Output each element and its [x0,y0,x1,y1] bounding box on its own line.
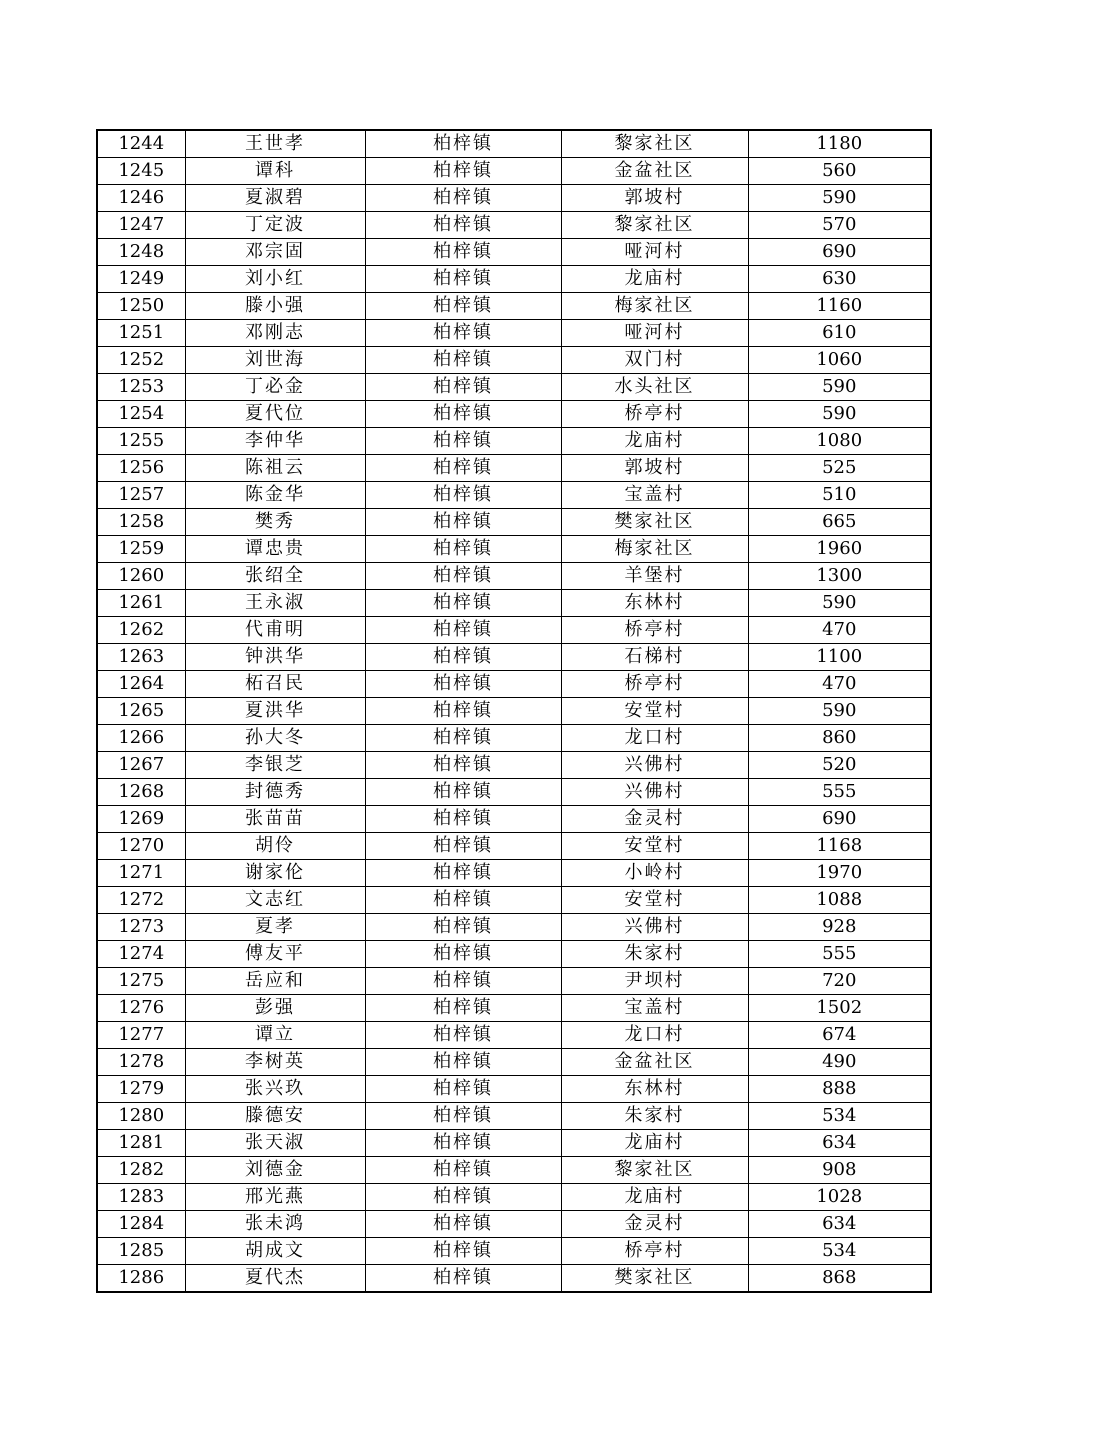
town-cell: 柏梓镇 [365,401,561,428]
roster-table [96,129,932,1293]
village-cell: 梅家社区 [561,536,748,563]
name-cell: 滕小强 [185,293,365,320]
amount-cell: 674 [748,1022,931,1049]
village-cell: 桥亭村 [561,401,748,428]
amount-cell: 590 [748,374,931,401]
row-number-cell: 1276 [97,995,185,1022]
row-number-cell: 1269 [97,806,185,833]
name-cell: 刘德金 [185,1157,365,1184]
amount-cell: 1160 [748,293,931,320]
amount-cell: 868 [748,1265,931,1293]
village-cell: 安堂村 [561,698,748,725]
table-row [97,1103,931,1130]
amount-cell: 570 [748,212,931,239]
amount-cell: 630 [748,266,931,293]
row-number-cell: 1247 [97,212,185,239]
town-cell: 柏梓镇 [365,239,561,266]
amount-cell: 525 [748,455,931,482]
village-cell: 石梯村 [561,644,748,671]
table-row [97,1238,931,1265]
table-row [97,1130,931,1157]
amount-cell: 928 [748,914,931,941]
amount-cell: 1080 [748,428,931,455]
village-cell: 龙庙村 [561,266,748,293]
village-cell: 宝盖村 [561,995,748,1022]
row-number-cell: 1266 [97,725,185,752]
amount-cell: 720 [748,968,931,995]
amount-cell: 510 [748,482,931,509]
village-cell: 兴佛村 [561,914,748,941]
village-cell: 樊家社区 [561,509,748,536]
row-number-cell: 1257 [97,482,185,509]
town-cell: 柏梓镇 [365,1076,561,1103]
name-cell: 孙大冬 [185,725,365,752]
name-cell: 柘召民 [185,671,365,698]
table-row [97,212,931,239]
town-cell: 柏梓镇 [365,212,561,239]
name-cell: 丁定波 [185,212,365,239]
town-cell: 柏梓镇 [365,536,561,563]
row-number-cell: 1271 [97,860,185,887]
table-row [97,1076,931,1103]
table-row [97,995,931,1022]
amount-cell: 534 [748,1103,931,1130]
town-cell: 柏梓镇 [365,293,561,320]
name-cell: 邢光燕 [185,1184,365,1211]
village-cell: 兴佛村 [561,779,748,806]
amount-cell: 1088 [748,887,931,914]
row-number-cell: 1259 [97,536,185,563]
village-cell: 龙口村 [561,725,748,752]
row-number-cell: 1277 [97,1022,185,1049]
table-row [97,860,931,887]
table-row [97,185,931,212]
name-cell: 谭忠贵 [185,536,365,563]
row-number-cell: 1268 [97,779,185,806]
village-cell: 安堂村 [561,833,748,860]
amount-cell: 610 [748,320,931,347]
name-cell: 谭立 [185,1022,365,1049]
name-cell: 张未鸿 [185,1211,365,1238]
name-cell: 夏洪华 [185,698,365,725]
village-cell: 金灵村 [561,806,748,833]
amount-cell: 520 [748,752,931,779]
table-row [97,158,931,185]
name-cell: 王永淑 [185,590,365,617]
row-number-cell: 1249 [97,266,185,293]
name-cell: 张绍全 [185,563,365,590]
village-cell: 兴佛村 [561,752,748,779]
table-row [97,617,931,644]
name-cell: 夏淑碧 [185,185,365,212]
row-number-cell: 1275 [97,968,185,995]
town-cell: 柏梓镇 [365,914,561,941]
town-cell: 柏梓镇 [365,698,561,725]
name-cell: 邓宗固 [185,239,365,266]
amount-cell: 634 [748,1211,931,1238]
name-cell: 丁必金 [185,374,365,401]
table-row [97,590,931,617]
table-row [97,563,931,590]
row-number-cell: 1281 [97,1130,185,1157]
town-cell: 柏梓镇 [365,1103,561,1130]
village-cell: 黎家社区 [561,1157,748,1184]
name-cell: 夏代位 [185,401,365,428]
amount-cell: 690 [748,806,931,833]
village-cell: 羊堡村 [561,563,748,590]
amount-cell: 1502 [748,995,931,1022]
town-cell: 柏梓镇 [365,1157,561,1184]
name-cell: 张苗苗 [185,806,365,833]
roster-table-body [97,130,931,1292]
table-row [97,239,931,266]
row-number-cell: 1284 [97,1211,185,1238]
town-cell: 柏梓镇 [365,347,561,374]
village-cell: 金灵村 [561,1211,748,1238]
amount-cell: 560 [748,158,931,185]
name-cell: 岳应和 [185,968,365,995]
town-cell: 柏梓镇 [365,266,561,293]
table-row [97,752,931,779]
row-number-cell: 1274 [97,941,185,968]
row-number-cell: 1278 [97,1049,185,1076]
amount-cell: 1180 [748,130,931,158]
table-row [97,644,931,671]
village-cell: 樊家社区 [561,1265,748,1293]
table-row [97,293,931,320]
row-number-cell: 1272 [97,887,185,914]
table-row [97,536,931,563]
amount-cell: 1168 [748,833,931,860]
name-cell: 李银芝 [185,752,365,779]
village-cell: 哑河村 [561,320,748,347]
village-cell: 安堂村 [561,887,748,914]
table-row [97,1022,931,1049]
amount-cell: 555 [748,941,931,968]
amount-cell: 470 [748,671,931,698]
row-number-cell: 1254 [97,401,185,428]
row-number-cell: 1273 [97,914,185,941]
name-cell: 谭科 [185,158,365,185]
table-row [97,1157,931,1184]
town-cell: 柏梓镇 [365,887,561,914]
row-number-cell: 1253 [97,374,185,401]
row-number-cell: 1258 [97,509,185,536]
name-cell: 樊秀 [185,509,365,536]
town-cell: 柏梓镇 [365,1130,561,1157]
town-cell: 柏梓镇 [365,185,561,212]
name-cell: 滕德安 [185,1103,365,1130]
town-cell: 柏梓镇 [365,779,561,806]
town-cell: 柏梓镇 [365,374,561,401]
table-row [97,1265,931,1293]
village-cell: 龙庙村 [561,428,748,455]
table-row [97,130,931,158]
row-number-cell: 1244 [97,130,185,158]
table-row [97,374,931,401]
table-row [97,347,931,374]
village-cell: 桥亭村 [561,617,748,644]
name-cell: 钟洪华 [185,644,365,671]
town-cell: 柏梓镇 [365,1238,561,1265]
table-row [97,1049,931,1076]
table-row [97,914,931,941]
town-cell: 柏梓镇 [365,158,561,185]
village-cell: 桥亭村 [561,1238,748,1265]
name-cell: 邓刚志 [185,320,365,347]
town-cell: 柏梓镇 [365,563,561,590]
amount-cell: 470 [748,617,931,644]
row-number-cell: 1245 [97,158,185,185]
row-number-cell: 1251 [97,320,185,347]
row-number-cell: 1279 [97,1076,185,1103]
name-cell: 谢家伦 [185,860,365,887]
table-row [97,833,931,860]
row-number-cell: 1252 [97,347,185,374]
row-number-cell: 1250 [97,293,185,320]
town-cell: 柏梓镇 [365,968,561,995]
amount-cell: 1100 [748,644,931,671]
name-cell: 刘世海 [185,347,365,374]
village-cell: 桥亭村 [561,671,748,698]
amount-cell: 690 [748,239,931,266]
table-row [97,887,931,914]
village-cell: 哑河村 [561,239,748,266]
village-cell: 郭坡村 [561,185,748,212]
table-row [97,671,931,698]
village-cell: 东林村 [561,1076,748,1103]
town-cell: 柏梓镇 [365,671,561,698]
town-cell: 柏梓镇 [365,1049,561,1076]
row-number-cell: 1263 [97,644,185,671]
village-cell: 双门村 [561,347,748,374]
table-row [97,266,931,293]
amount-cell: 860 [748,725,931,752]
amount-cell: 634 [748,1130,931,1157]
table-row [97,698,931,725]
table-row [97,428,931,455]
town-cell: 柏梓镇 [365,833,561,860]
name-cell: 封德秀 [185,779,365,806]
name-cell: 陈金华 [185,482,365,509]
amount-cell: 665 [748,509,931,536]
name-cell: 李树英 [185,1049,365,1076]
town-cell: 柏梓镇 [365,130,561,158]
row-number-cell: 1246 [97,185,185,212]
town-cell: 柏梓镇 [365,320,561,347]
row-number-cell: 1283 [97,1184,185,1211]
row-number-cell: 1248 [97,239,185,266]
town-cell: 柏梓镇 [365,806,561,833]
town-cell: 柏梓镇 [365,509,561,536]
town-cell: 柏梓镇 [365,725,561,752]
amount-cell: 1060 [748,347,931,374]
row-number-cell: 1256 [97,455,185,482]
row-number-cell: 1280 [97,1103,185,1130]
table-row [97,1211,931,1238]
village-cell: 梅家社区 [561,293,748,320]
town-cell: 柏梓镇 [365,428,561,455]
row-number-cell: 1265 [97,698,185,725]
village-cell: 郭坡村 [561,455,748,482]
name-cell: 张天淑 [185,1130,365,1157]
row-number-cell: 1264 [97,671,185,698]
name-cell: 彭强 [185,995,365,1022]
village-cell: 朱家村 [561,941,748,968]
name-cell: 陈祖云 [185,455,365,482]
village-cell: 黎家社区 [561,212,748,239]
name-cell: 李仲华 [185,428,365,455]
village-cell: 东林村 [561,590,748,617]
name-cell: 张兴玖 [185,1076,365,1103]
village-cell: 小岭村 [561,860,748,887]
village-cell: 宝盖村 [561,482,748,509]
row-number-cell: 1282 [97,1157,185,1184]
town-cell: 柏梓镇 [365,1184,561,1211]
village-cell: 水头社区 [561,374,748,401]
amount-cell: 1960 [748,536,931,563]
amount-cell: 1970 [748,860,931,887]
amount-cell: 490 [748,1049,931,1076]
amount-cell: 1028 [748,1184,931,1211]
name-cell: 王世孝 [185,130,365,158]
name-cell: 傅友平 [185,941,365,968]
village-cell: 龙庙村 [561,1184,748,1211]
name-cell: 代甫明 [185,617,365,644]
table-row [97,941,931,968]
village-cell: 金盆社区 [561,158,748,185]
town-cell: 柏梓镇 [365,941,561,968]
table-row [97,779,931,806]
table-row [97,806,931,833]
amount-cell: 534 [748,1238,931,1265]
row-number-cell: 1260 [97,563,185,590]
village-cell: 黎家社区 [561,130,748,158]
town-cell: 柏梓镇 [365,482,561,509]
amount-cell: 1300 [748,563,931,590]
table-row [97,401,931,428]
village-cell: 朱家村 [561,1103,748,1130]
village-cell: 尹坝村 [561,968,748,995]
row-number-cell: 1267 [97,752,185,779]
name-cell: 文志红 [185,887,365,914]
row-number-cell: 1262 [97,617,185,644]
amount-cell: 888 [748,1076,931,1103]
amount-cell: 555 [748,779,931,806]
name-cell: 夏孝 [185,914,365,941]
town-cell: 柏梓镇 [365,617,561,644]
name-cell: 刘小红 [185,266,365,293]
table-row [97,482,931,509]
name-cell: 胡成文 [185,1238,365,1265]
row-number-cell: 1255 [97,428,185,455]
name-cell: 夏代杰 [185,1265,365,1293]
row-number-cell: 1270 [97,833,185,860]
village-cell: 龙口村 [561,1022,748,1049]
village-cell: 金盆社区 [561,1049,748,1076]
amount-cell: 590 [748,698,931,725]
town-cell: 柏梓镇 [365,1211,561,1238]
table-row [97,968,931,995]
row-number-cell: 1261 [97,590,185,617]
town-cell: 柏梓镇 [365,644,561,671]
amount-cell: 590 [748,401,931,428]
table-row [97,1184,931,1211]
town-cell: 柏梓镇 [365,752,561,779]
town-cell: 柏梓镇 [365,1022,561,1049]
town-cell: 柏梓镇 [365,1265,561,1293]
row-number-cell: 1286 [97,1265,185,1293]
town-cell: 柏梓镇 [365,995,561,1022]
table-row [97,509,931,536]
village-cell: 龙庙村 [561,1130,748,1157]
table-row [97,455,931,482]
town-cell: 柏梓镇 [365,455,561,482]
amount-cell: 590 [748,185,931,212]
table-row [97,725,931,752]
row-number-cell: 1285 [97,1238,185,1265]
table-row [97,320,931,347]
name-cell: 胡伶 [185,833,365,860]
town-cell: 柏梓镇 [365,860,561,887]
town-cell: 柏梓镇 [365,590,561,617]
amount-cell: 590 [748,590,931,617]
amount-cell: 908 [748,1157,931,1184]
